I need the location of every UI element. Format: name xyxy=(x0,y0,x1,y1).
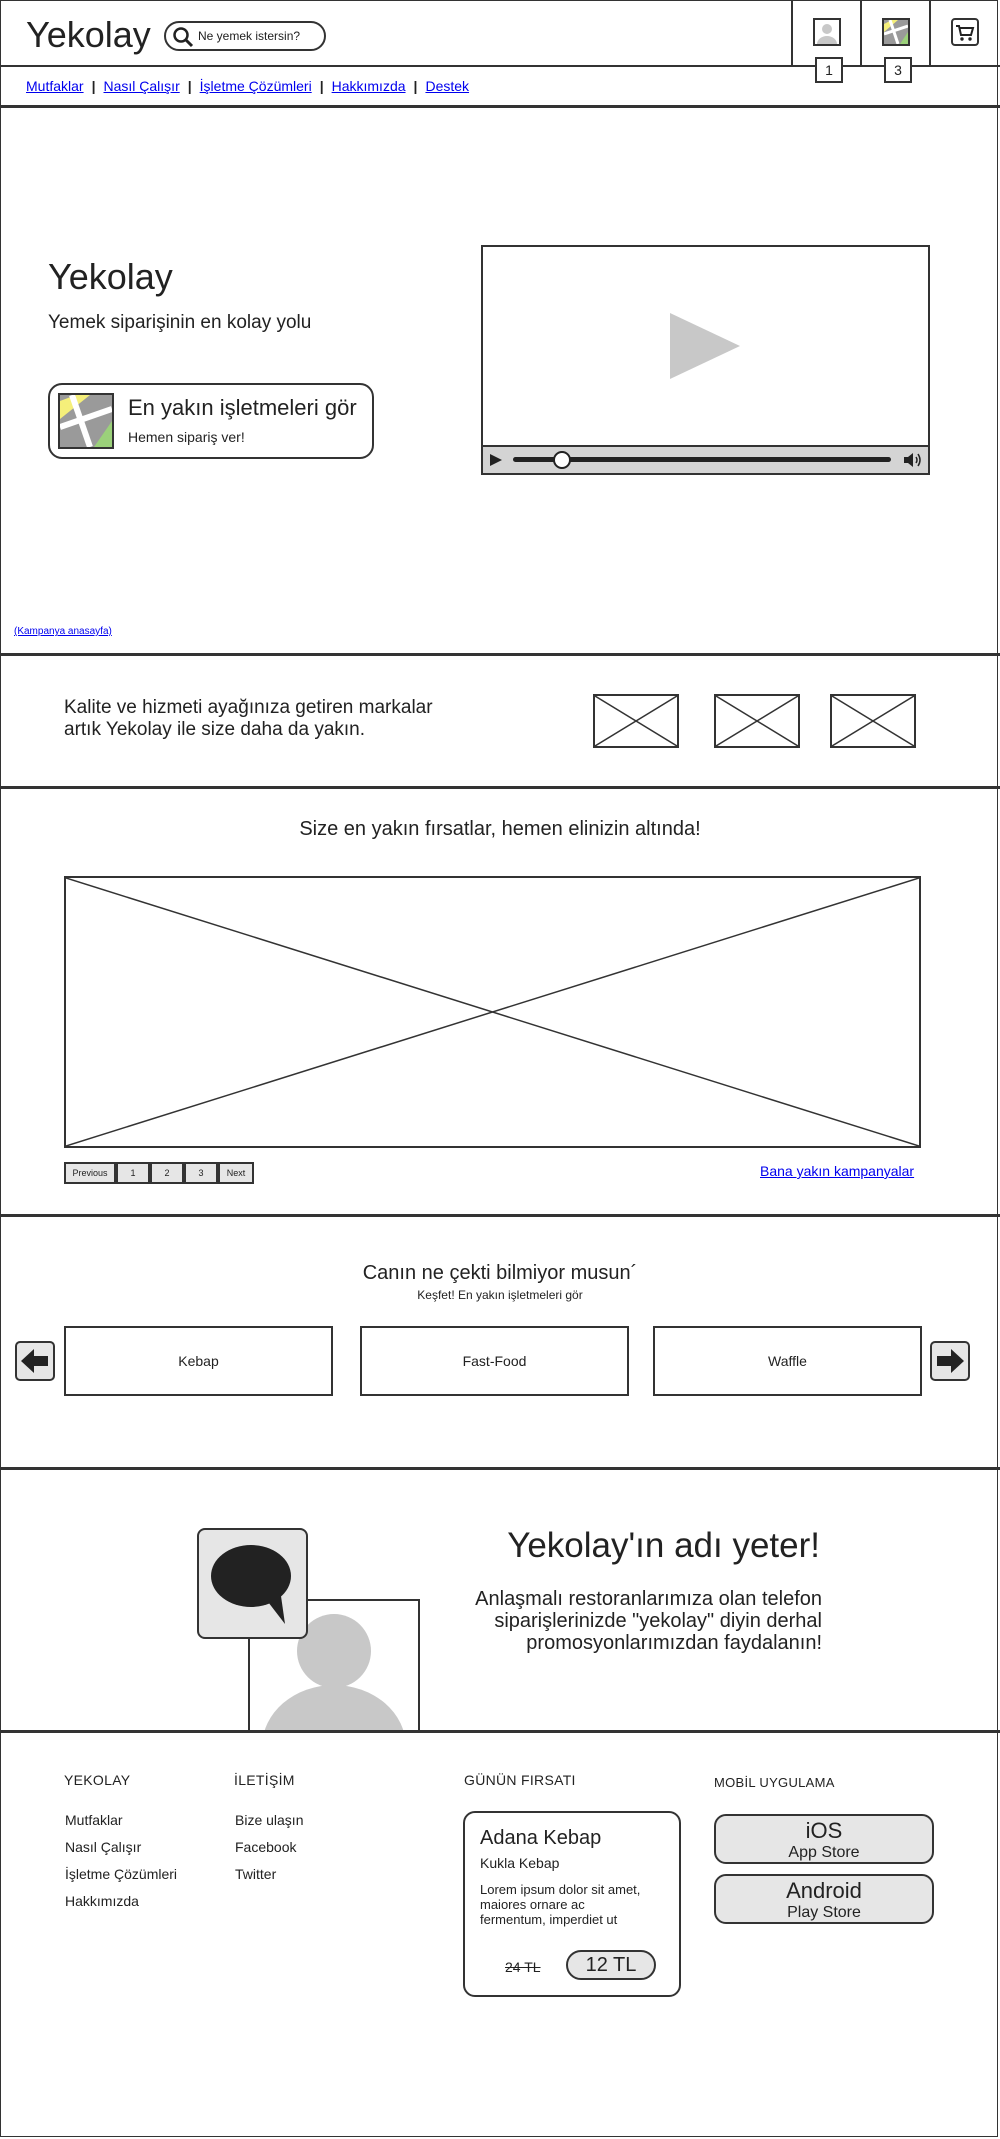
cta-title: En yakın işletmeleri gör xyxy=(128,395,357,420)
footer-heading-deal: GÜNÜN FIRSATI xyxy=(464,1772,576,1788)
video-player[interactable] xyxy=(481,245,930,475)
pager-page-2[interactable]: 2 xyxy=(150,1162,184,1184)
deal-desc-line-1: Lorem ipsum dolor sit amet, xyxy=(480,1882,641,1897)
promo-text xyxy=(450,1588,822,1654)
cart-icon xyxy=(951,18,979,46)
brand-logo-placeholder xyxy=(830,694,916,748)
deal-place: Kukla Kebap xyxy=(480,1855,560,1871)
daily-deal-card[interactable] xyxy=(463,1811,681,1997)
arrow-right-icon xyxy=(932,1343,968,1379)
play-large-icon[interactable] xyxy=(668,311,742,381)
video-controls xyxy=(483,445,928,473)
android-title: Android xyxy=(786,1878,862,1903)
hero-subtitle: Yemek siparişinin en kolay yolu xyxy=(48,312,312,333)
android-play-store-button[interactable] xyxy=(714,1874,934,1924)
map-badge: 3 xyxy=(884,57,912,83)
brand-logo-placeholder xyxy=(593,694,679,748)
footer-link-hakkimizda[interactable]: Hakkımızda xyxy=(65,1893,139,1909)
deals-image-placeholder[interactable] xyxy=(64,876,921,1148)
nav-divider xyxy=(0,105,1000,108)
deal-new-price[interactable]: 12 TL xyxy=(566,1950,656,1980)
nav-separator: | xyxy=(91,78,96,94)
search-placeholder: Ne yemek istersin? xyxy=(198,29,301,43)
nearby-businesses-button[interactable] xyxy=(48,383,374,459)
footer-heading-yekolay: YEKOLAY xyxy=(64,1772,131,1788)
section-divider xyxy=(0,1467,1000,1470)
promo-line-2: siparişlerinizde "yekolay" diyin derhal xyxy=(494,1610,822,1632)
carousel-next-button[interactable] xyxy=(930,1341,970,1381)
deal-desc-line-2: maiores ornare ac xyxy=(480,1897,585,1912)
categories-title: Canın ne çekti bilmiyor musun´ xyxy=(362,1262,638,1284)
main-nav xyxy=(26,78,469,94)
hero-title: Yekolay xyxy=(48,256,173,297)
deals-title: Size en yakın fırsatlar, hemen elinizin altında! xyxy=(299,818,701,840)
chat-bubble-card xyxy=(197,1528,308,1639)
profile-badge: 1 xyxy=(815,57,843,83)
nav-item-mutfaklar[interactable]: Mutfaklar xyxy=(26,78,84,94)
map-button[interactable] xyxy=(860,0,930,78)
footer-link-isletme-cozumleri[interactable]: İşletme Çözümleri xyxy=(65,1866,178,1882)
nearby-campaigns-link[interactable]: Bana yakın kampanyalar xyxy=(760,1163,915,1179)
categories-subtitle: Keşfet! En yakın işletmeleri gör xyxy=(417,1288,583,1302)
nav-item-destek[interactable]: Destek xyxy=(425,78,470,94)
ios-app-store-button[interactable] xyxy=(714,1814,934,1864)
nav-item-isletme-cozumleri[interactable]: İşletme Çözümleri xyxy=(199,78,312,94)
speech-bubble-icon xyxy=(209,1540,297,1628)
brands-text xyxy=(64,697,433,741)
video-progress-handle[interactable] xyxy=(553,451,571,469)
promo-title: Yekolay'ın adı yeter! xyxy=(507,1526,820,1565)
carousel-prev-button[interactable] xyxy=(15,1341,55,1381)
nav-item-nasil-calisir[interactable]: Nasıl Çalışır xyxy=(103,78,180,94)
category-fast-food[interactable]: Fast-Food xyxy=(360,1326,629,1396)
footer-heading-iletisim: İLETİŞİM xyxy=(234,1772,295,1788)
nav-separator: | xyxy=(319,78,324,94)
user-icon xyxy=(813,18,841,46)
pager-next[interactable]: Next xyxy=(218,1162,254,1184)
promo-line-3: promosyonlarımızdan faydalanın! xyxy=(526,1632,822,1654)
cta-subtitle: Hemen sipariş ver! xyxy=(128,429,245,445)
brands-line-2: artık Yekolay ile size daha da yakın. xyxy=(64,719,366,740)
map-icon xyxy=(882,18,910,46)
footer-divider xyxy=(0,1730,1000,1733)
footer-link-twitter[interactable]: Twitter xyxy=(235,1866,277,1882)
deal-description xyxy=(480,1882,676,1928)
play-icon[interactable] xyxy=(489,453,503,467)
pager-page-1[interactable]: 1 xyxy=(116,1162,150,1184)
search-input[interactable] xyxy=(164,21,326,51)
section-divider xyxy=(0,653,1000,656)
category-kebap[interactable]: Kebap xyxy=(64,1326,333,1396)
promo-line-1: Anlaşmalı restoranlarımıza olan telefon xyxy=(475,1588,822,1610)
site-logo[interactable]: Yekolay xyxy=(26,14,151,55)
nav-separator: | xyxy=(413,78,418,94)
volume-icon[interactable] xyxy=(903,452,923,468)
category-waffle[interactable]: Waffle xyxy=(653,1326,922,1396)
arrow-left-icon xyxy=(17,1343,53,1379)
pager-previous[interactable]: Previous xyxy=(64,1162,116,1184)
nav-separator: | xyxy=(187,78,192,94)
section-divider xyxy=(0,1214,1000,1217)
ios-title: iOS xyxy=(805,1818,843,1843)
nav-item-hakkimizda[interactable]: Hakkımızda xyxy=(331,78,406,94)
brand-logo-placeholder xyxy=(714,694,800,748)
pager-page-3[interactable]: 3 xyxy=(184,1162,218,1184)
map-icon xyxy=(58,393,114,449)
android-subtitle: Play Store xyxy=(787,1904,861,1921)
deal-desc-line-3: fermentum, imperdiet ut xyxy=(480,1912,618,1927)
footer-link-bize-ulasin[interactable]: Bize ulaşın xyxy=(235,1812,304,1828)
campaign-home-link[interactable]: (Kampanya anasayfa) xyxy=(14,626,112,637)
brands-line-1: Kalite ve hizmeti ayağınıza getiren markalar xyxy=(64,697,433,718)
section-divider xyxy=(0,786,1000,789)
footer-heading-mobile: MOBİL UYGULAMA xyxy=(714,1775,835,1790)
profile-button[interactable] xyxy=(791,0,861,78)
footer-link-nasil-calisir[interactable]: Nasıl Çalışır xyxy=(65,1839,142,1855)
search-icon xyxy=(172,26,194,48)
deal-old-price: 24 TL xyxy=(505,1959,541,1975)
footer-link-facebook[interactable]: Facebook xyxy=(235,1839,297,1855)
footer-link-mutfaklar[interactable]: Mutfaklar xyxy=(65,1812,123,1828)
deal-name: Adana Kebap xyxy=(480,1827,602,1849)
ios-subtitle: App Store xyxy=(788,1844,860,1861)
cart-button[interactable] xyxy=(929,0,999,66)
